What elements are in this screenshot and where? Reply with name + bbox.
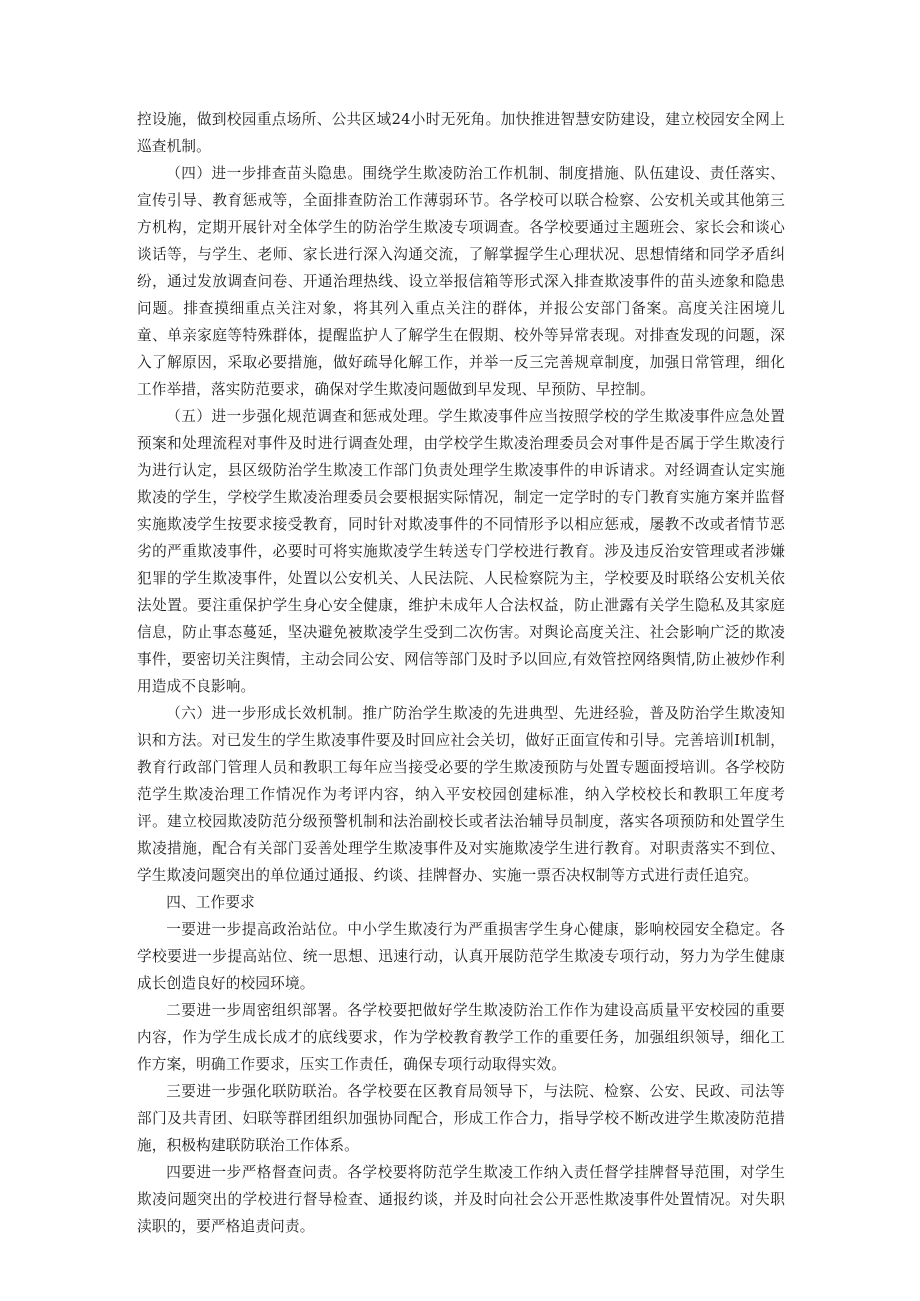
paragraph-item-4: （四）进一步排查苗头隐患。围绕学生欺凌防治工作机制、制度措施、队伍建设、责任落实、宣传引导、教育惩戒等，全面排查防治工作薄弱环节。各学校可以联合检察、公安机关或其他第三方机构，定期开展针对全体学生的防治学生欺凌专项调查。各学校要通过主题班会、家长会和谈心谈话等，与学生、老师、家长进行深入沟通交流，了解掌握学生心理状况、思想情绪和同学矛盾纠纷，通过发放调查问卷、开通治理热线、设立举报信箱等形式深入排查欺凌事件的苗头迹象和隐患问题。排查摸细重点关注对象，将其列入重点关注的群体，并报公安部门备案。高度关注困境儿童、单亲家庭等特殊群体，提醒监护人了解学生在假期、校外等异常表现。对排查发现的问题，深入了解原因，采取必要措施，做好疏导化解工作，并举一反三完善规章制度，加强日常管理，细化工作举措，落实防范要求，确保对学生欺凌问题做到早发现、早预防、早控制。 [137,165,785,398]
section-heading-work-requirements: 四、工作要求 [166,894,255,911]
requirement-paragraph-3: 三要进一步强化联防联治。各学校要在区教育局领导下，与法院、检察、公安、民政、司法等部门及共青团、妇联等群团组织加强协同配合，形成工作合力，指导学校不断改进学生欺凌防范措施，积极构建联防联治工作体系。 [137,1083,785,1154]
paragraph-item-5: （五）进一步强化规范调查和惩戒处理。学生欺凌事件应当按照学校的学生欺凌事件应急处置预案和处理流程对事件及时进行调查处理，由学校学生欺凌治理委员会对事件是否属于学生欺凌行为进行认定，县区级防治学生欺凌工作部门负责处理学生欺凌事件的申诉请求。对经调查认定实施欺凌的学生，学校学生欺凌治理委员会要根据实际情况，制定一定学时的专门教育实施方案并监督实施欺凌学生按要求接受教育，同时针对欺凌事件的不同情形予以相应惩戒，屡教不改或者情节恶劣的严重欺凌事件，必要时可将实施欺凌学生转送专门学校进行教育。涉及违反治安管理或者涉嫌犯罪的学生欺凌事件，处置以公安机关、人民法院、人民检察院为主，学校要及时联络公安机关依法处置。要注重保护学生身心安全健康，维护未成年人合法权益，防止泄露有关学生隐私及其家庭信息，防止事态蔓延，坚决避免被欺凌学生受到二次伤害。对舆论高度关注、社会影响广泛的欺凌事件，要密切关注舆情，主动会同公安、网信等部门及时予以回应,有效管控网络舆情,防止被炒作利用造成不良影响。 [137,408,785,695]
document-body [137,106,785,1240]
requirement-paragraph-1: 一要进一步提高政治站位。中小学生欺凌行为严重损害学生身心健康，影响校园安全稳定。各学校要进一步提高站位、统一思想、迅速行动，认真开展防范学生欺凌专项行动，努力为学生健康成长创造良好的校园环境。 [137,921,785,992]
requirement-paragraph-4: 四要进一步严格督查问责。各学校要将防范学生欺凌工作纳入责任督学挂牌督导范围，对学生欺凌问题突出的学校进行督导检查、通报约谈，并及时向社会公开恶性欺凌事件处置情况。对失职渎职的，要严格追责问责。 [137,1164,785,1235]
paragraph-item-6: （六）进一步形成长效机制。推广防治学生欺凌的先进典型、先进经验，普及防治学生欺凌知识和方法。对已发生的学生欺凌事件要及时回应社会关切，做好正面宣传和引导。完善培训I机制，教育行政部门管理人员和教职工每年应当接受必要的学生欺凌预防与处置专题面授培训。各学校防范学生欺凌治理工作情况作为考评内容，纳入平安校园创建标准，纳入学校校长和教职工年度考评。建立校园欺凌防范分级预警机制和法治副校长或者法治辅导员制度，落实各项预防和处置学生欺凌措施，配合有关部门妥善处理学生欺凌事件及对实施欺凌学生进行教育。对职责落实不到位、学生欺凌问题突出的单位通过通报、约谈、挂牌督办、实施一票否决权制等方式进行责任追究。 [137,705,785,884]
requirement-paragraph-2: 二要进一步周密组织部署。各学校要把做好学生欺凌防治工作作为建设高质量平安校园的重要内容，作为学生成长成才的底线要求，作为学校教育教学工作的重要任务，加强组织领导，细化工作方案，明确工作要求，压实工作责任，确保专项行动取得实效。 [137,1002,785,1073]
paragraph-continuation: 控设施，做到校园重点场所、公共区域24小时无死角。加快推进智慧安防建设，建立校园安全网上巡查机制。 [137,111,785,155]
